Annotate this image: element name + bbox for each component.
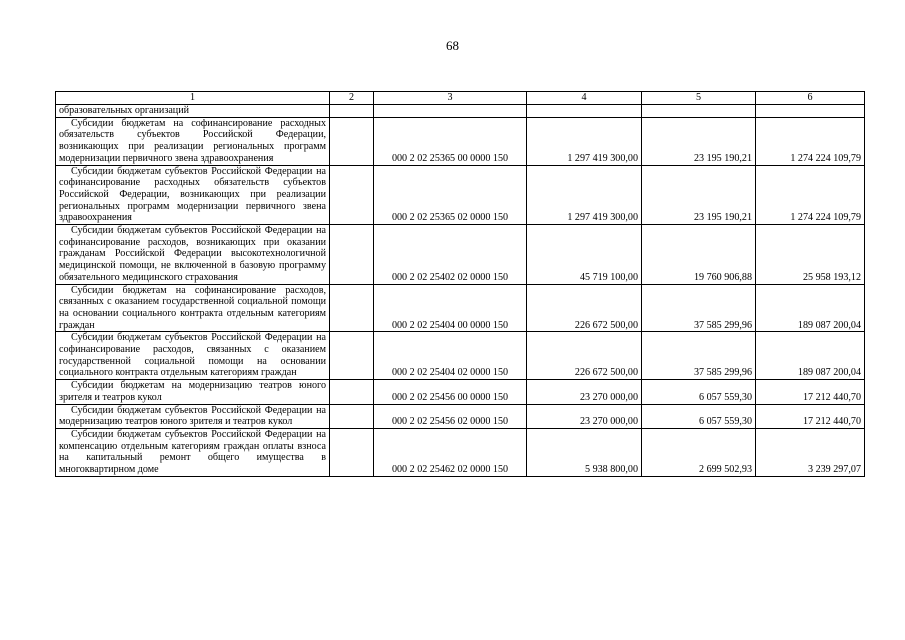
column-header: 5 — [642, 92, 756, 105]
row-code: 000 2 02 25462 02 0000 150 — [374, 428, 527, 476]
column-header: 2 — [330, 92, 374, 105]
column-header: 1 — [56, 92, 330, 105]
row-description: Субсидии бюджетам субъектов Российской Федерации на софинансирование расходов, возникающих при оказании гражданам Российской Федерации высокотехнологичной медицинской помощи, не включенной в базовую программу обязательного медицинского страхования — [56, 225, 330, 285]
row-value-5 — [642, 105, 756, 118]
row-value-5: 2 699 502,93 — [642, 428, 756, 476]
row-value-6: 17 212 440,70 — [756, 404, 865, 428]
row-value-4 — [527, 105, 642, 118]
row-value-6: 3 239 297,07 — [756, 428, 865, 476]
row-value-4: 1 297 419 300,00 — [527, 117, 642, 165]
row-empty-cell — [330, 284, 374, 332]
row-code: 000 2 02 25365 02 0000 150 — [374, 165, 527, 225]
row-value-4: 226 672 500,00 — [527, 284, 642, 332]
row-value-4: 1 297 419 300,00 — [527, 165, 642, 225]
row-value-5: 6 057 559,30 — [642, 380, 756, 404]
table-row — [56, 284, 865, 332]
column-header: 4 — [527, 92, 642, 105]
row-code: 000 2 02 25365 00 0000 150 — [374, 117, 527, 165]
row-value-6: 189 087 200,04 — [756, 284, 865, 332]
row-empty-cell — [330, 404, 374, 428]
row-description: Субсидии бюджетам на модернизацию театров юного зрителя и театров кукол — [56, 380, 330, 404]
row-empty-cell — [330, 332, 374, 380]
table-header-row — [56, 92, 865, 105]
row-value-5: 6 057 559,30 — [642, 404, 756, 428]
row-empty-cell — [330, 428, 374, 476]
row-empty-cell — [330, 380, 374, 404]
table-row — [56, 117, 865, 165]
row-value-5: 23 195 190,21 — [642, 165, 756, 225]
row-description: Субсидии бюджетам субъектов Российской Федерации на компенсацию отдельным категориям граждан оплаты взноса на капитальный ремонт общего имущества в многоквартирном доме — [56, 428, 330, 476]
row-code — [374, 105, 527, 118]
row-value-6: 1 274 224 109,79 — [756, 165, 865, 225]
row-value-5: 19 760 906,88 — [642, 225, 756, 285]
row-empty-cell — [330, 105, 374, 118]
column-header: 6 — [756, 92, 865, 105]
row-value-5: 37 585 299,96 — [642, 284, 756, 332]
row-empty-cell — [330, 117, 374, 165]
budget-table — [55, 91, 865, 477]
row-value-6: 189 087 200,04 — [756, 332, 865, 380]
row-description: Субсидии бюджетам субъектов Российской Федерации на софинансирование расходов, связанных с оказанием государственной социальной помощи на основании социального контракта отдельным категориям граждан — [56, 332, 330, 380]
row-value-4: 23 270 000,00 — [527, 380, 642, 404]
row-code: 000 2 02 25456 00 0000 150 — [374, 380, 527, 404]
row-description: Субсидии бюджетам субъектов Российской Федерации на модернизацию театров юного зрителя и театров кукол — [56, 404, 330, 428]
table-row — [56, 428, 865, 476]
row-value-4: 45 719 100,00 — [527, 225, 642, 285]
row-value-6: 17 212 440,70 — [756, 380, 865, 404]
row-value-5: 23 195 190,21 — [642, 117, 756, 165]
row-description: Субсидии бюджетам на софинансирование расходных обязательств субъектов Российской Федерации, возникающих при реализации региональных программ модернизации первичного звена здравоохранения — [56, 117, 330, 165]
row-description: Субсидии бюджетам на софинансирование расходов, связанных с оказанием государственной социальной помощи на основании социального контракта отдельным категориям граждан — [56, 284, 330, 332]
row-code: 000 2 02 25456 02 0000 150 — [374, 404, 527, 428]
table-row — [56, 404, 865, 428]
table-row — [56, 225, 865, 285]
row-value-6: 25 958 193,12 — [756, 225, 865, 285]
row-code: 000 2 02 25404 02 0000 150 — [374, 332, 527, 380]
row-value-6 — [756, 105, 865, 118]
row-value-4: 23 270 000,00 — [527, 404, 642, 428]
row-value-6: 1 274 224 109,79 — [756, 117, 865, 165]
row-value-4: 5 938 800,00 — [527, 428, 642, 476]
row-empty-cell — [330, 165, 374, 225]
row-description: образовательных организаций — [56, 105, 330, 118]
row-code: 000 2 02 25402 02 0000 150 — [374, 225, 527, 285]
column-header: 3 — [374, 92, 527, 105]
row-value-5: 37 585 299,96 — [642, 332, 756, 380]
table-row — [56, 165, 865, 225]
table-row — [56, 380, 865, 404]
row-code: 000 2 02 25404 00 0000 150 — [374, 284, 527, 332]
row-value-4: 226 672 500,00 — [527, 332, 642, 380]
row-empty-cell — [330, 225, 374, 285]
table-row — [56, 332, 865, 380]
table-row — [56, 105, 865, 118]
page-number: 68 — [446, 38, 459, 53]
row-description: Субсидии бюджетам субъектов Российской Федерации на софинансирование расходных обязательств субъектов Российской Федерации, возникающих при реализации региональных программ модернизации первичного звена здравоохранения — [56, 165, 330, 225]
